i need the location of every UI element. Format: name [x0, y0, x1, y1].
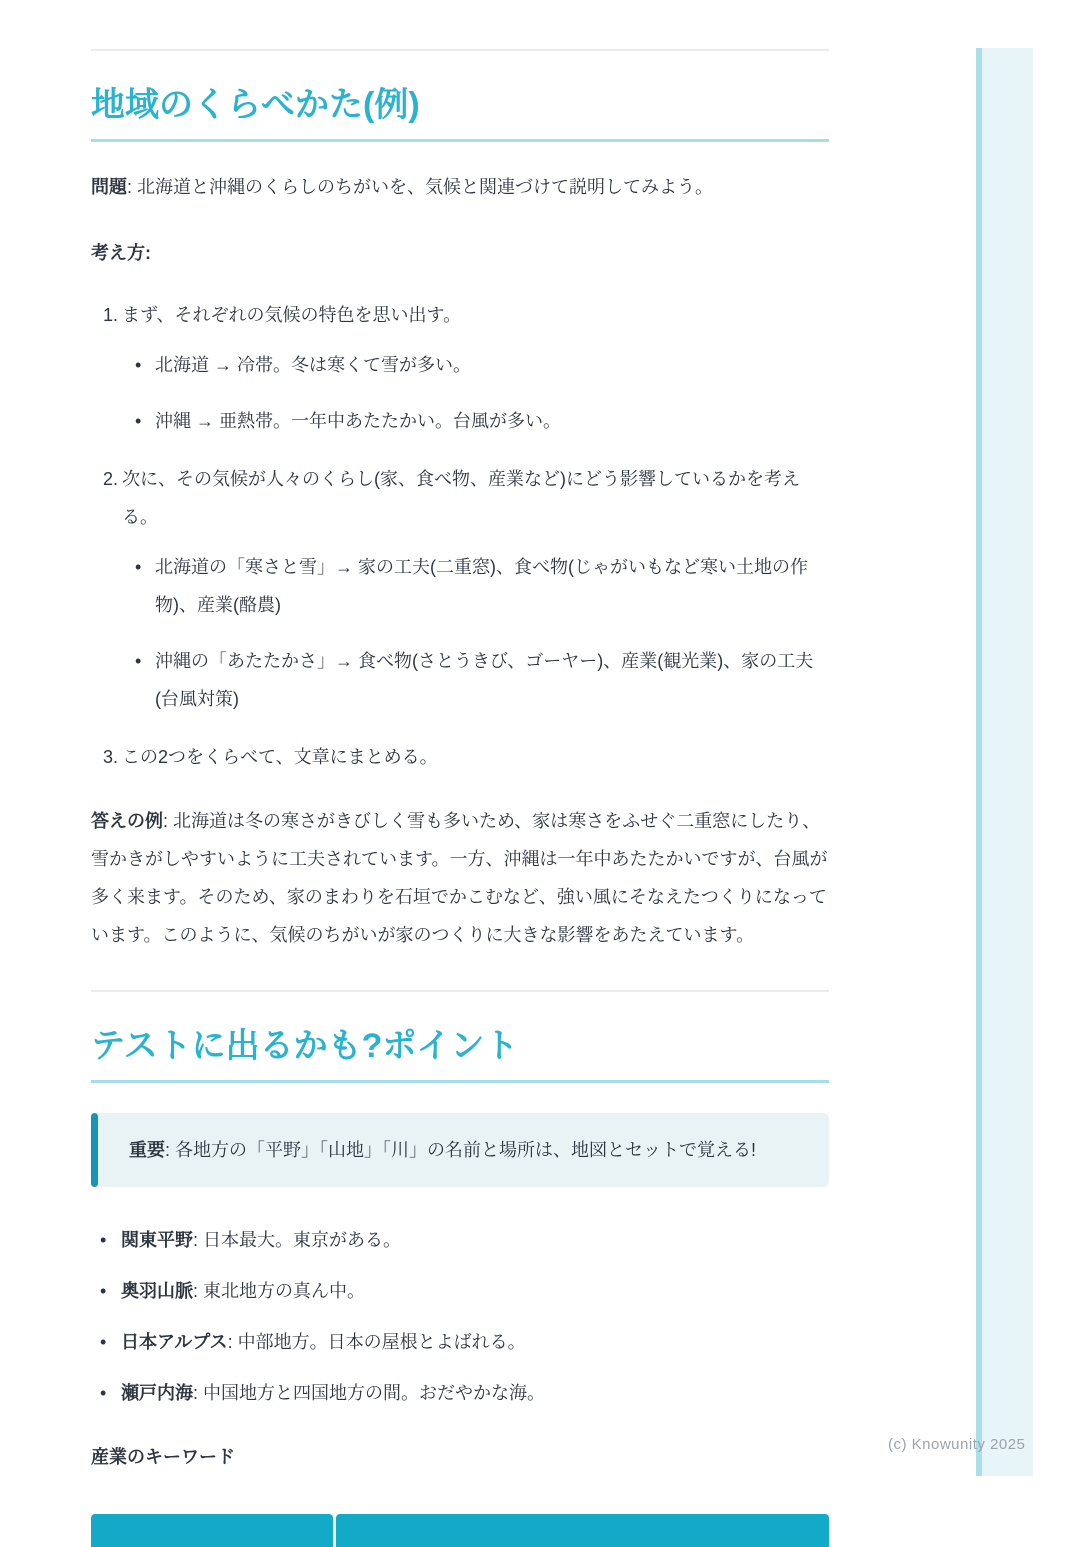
step-number: 1. [102, 305, 118, 326]
landmark-term: 瀬戸内海 [121, 1383, 193, 1404]
landmark-term: 日本アルプス [121, 1332, 228, 1353]
keywords-heading: 産業のキーワード [91, 1447, 235, 1468]
landmark-item [91, 1272, 829, 1310]
answer-paragraph [91, 802, 829, 954]
step-item [91, 460, 829, 718]
landmark-term: 関東平野 [121, 1230, 193, 1251]
landmark-item [91, 1374, 829, 1412]
step-sublist [91, 346, 829, 440]
sub-item: • 沖縄 → 亜熱帯。一年中あたたかい。台風が多い。 [131, 402, 829, 440]
landmark-term: 奥羽山脈 [121, 1281, 193, 1302]
step-number: 3. [102, 747, 118, 768]
section-title-compare: 地域のくらべかた(例) [91, 83, 829, 142]
landmark-desc: : 中国地方と四国地方の間。おだやかな海。 [193, 1383, 545, 1404]
landmark-item [91, 1221, 829, 1259]
section-title-points: テストに出るかも?ポイント [91, 1024, 829, 1083]
top-divider [91, 49, 829, 51]
landmarks-list [91, 1221, 829, 1412]
sub-item: • 北海道の「寒さと雪」→ 家の工夫(二重窓)、食べ物(じゃがいもなど寒い土地の作物)、産業(酪農) [131, 548, 829, 624]
sub-item: • 沖縄の「あたたかさ」→ 食べ物(さとうきび、ゴーヤー)、産業(観光業)、家の工夫(台風対策) [131, 642, 829, 718]
step-text: まず、それぞれの気候の特色を思い出す。 [122, 305, 462, 326]
landmark-item [91, 1323, 829, 1361]
answer-label: 答えの例 [91, 811, 163, 832]
table-header-row [91, 1514, 829, 1547]
approach-label: 考え方: [91, 243, 151, 264]
answer-text: : 北海道は冬の寒さがきびしく雪も多いため、家は寒さをふせぐ二重窓にしたり、雪かきがしやすいように工夫されています。一方、沖縄は一年中あたたかいですが、台風が多く来ます。そのため、家のまわりを石垣でかこむなど、強い風にそなえたつくりになっています。このように、気候のちがいが家のつくりに大きな影響をあたえています。 [91, 811, 828, 946]
callout-label: 重要 [129, 1140, 165, 1161]
steps-list [91, 296, 829, 776]
step-sublist [91, 548, 829, 718]
document-content [91, 0, 829, 1547]
step-item [91, 296, 829, 440]
problem-paragraph [91, 168, 829, 206]
step-row [91, 738, 829, 776]
step-row [91, 460, 829, 536]
section-divider [91, 990, 829, 992]
step-row [91, 296, 829, 334]
sub-item: • 北海道 → 冷帯。冬は寒くて雪が多い。 [131, 346, 829, 384]
side-accent-strip [976, 48, 1033, 1476]
step-text: 次に、その気候が人々のくらし(家、食べ物、産業など)にどう影響しているかを考える。 [122, 469, 800, 528]
landmark-desc: : 日本最大。東京がある。 [193, 1230, 402, 1251]
important-callout [91, 1113, 829, 1187]
copyright-watermark: (c) Knowunity 2025 [888, 1436, 1026, 1453]
step-number: 2. [102, 469, 118, 490]
step-text: この2つをくらべて、文章にまとめる。 [122, 747, 438, 768]
table-header-cell [91, 1514, 333, 1547]
callout-text: : 各地方の「平野」「山地」「川」の名前と場所は、地図とセットで覚える! [165, 1140, 756, 1161]
step-item [91, 738, 829, 776]
landmark-desc: : 東北地方の真ん中。 [193, 1281, 366, 1302]
problem-text: : 北海道と沖縄のくらしのちがいを、気候と関連づけて説明してみよう。 [127, 177, 713, 198]
table-header-cell [336, 1514, 829, 1547]
landmark-desc: : 中部地方。日本の屋根とよばれる。 [227, 1332, 526, 1353]
problem-label: 問題 [91, 177, 127, 198]
